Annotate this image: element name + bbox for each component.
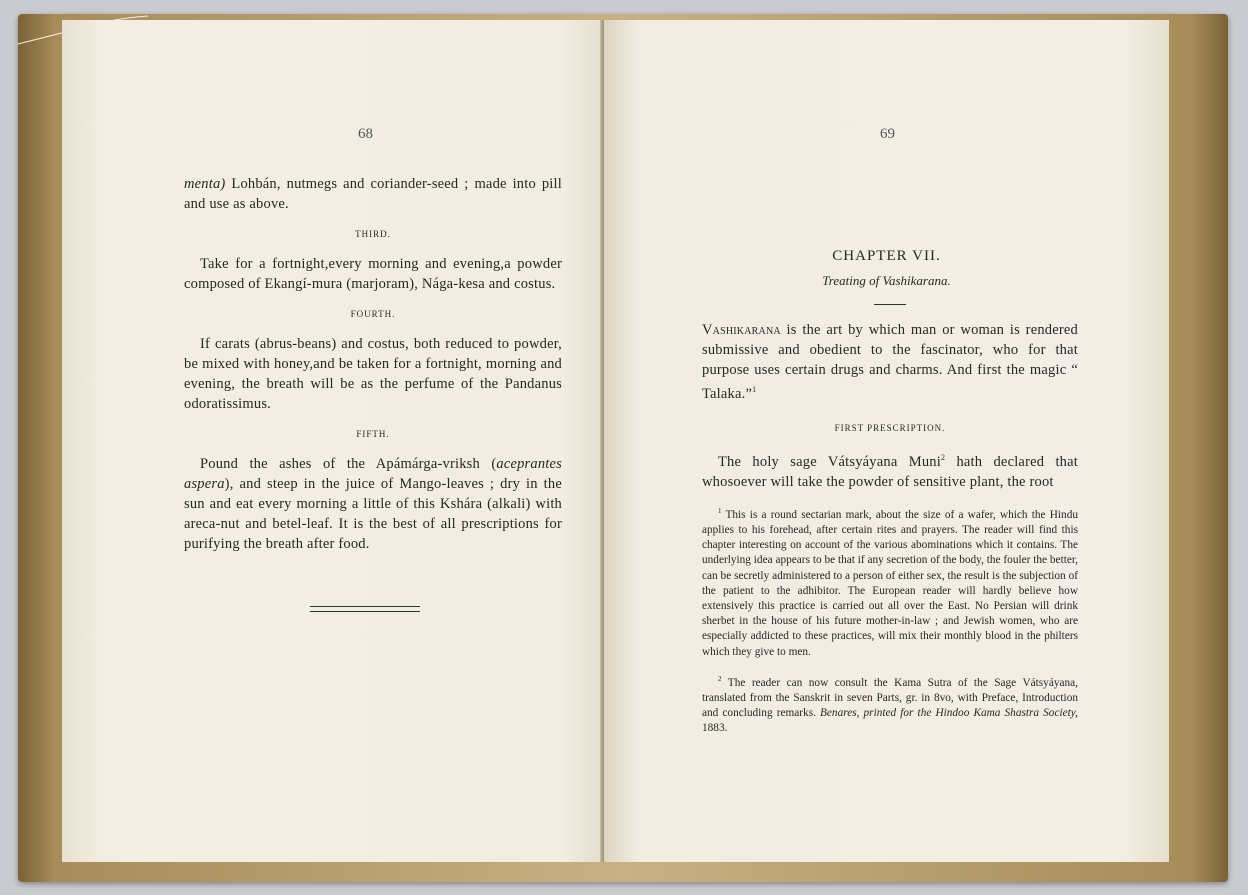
footnote-1: $^1$ This is a round sectarian mark, about the size of a wafer, which the Hindu applies to his forehead, after certain rites and prayers. The reader will find this chapter interesting on account of the various abominations which it contains. The underlying idea appears to be that if any secretion of the body, the fouler the better, can be secretly administered to a person of either sex, the result is the subjection of the patient to the adhibitor. The European reader will hardly believe how extensively this practice is carried out all over the East. No Persian will drink sherbet in the house of his future mother-in-law ; and Jewish women, who are especially addicted to these practices, will mix their monthly blood in the philters which they give to men.: [702, 507, 1078, 658]
left-page: [62, 20, 617, 862]
page-number-left: 68: [358, 126, 373, 142]
page-number-right: 69: [880, 126, 895, 142]
section-text-third: Take for a fortnight,every morning and evening,a powder composed of Ekangí-mura (marjoram), Nága-kesa and costus.: [184, 256, 562, 292]
chapter-title: CHAPTER VII.: [832, 248, 941, 264]
right-page: [604, 20, 1169, 862]
intro-paragraph: Vashikarana is the art by which man or woman is rendered submissive and obedient to the fascinator, who for that purpose uses certain drugs and charms. And first the magic “ Talaka.”$^1$: [702, 322, 1078, 402]
prescription-paragraph: The holy sage Vátsyáyana Muni$^2$ hath declared that whosoever will take the powder of sensitive plant, the root: [702, 452, 1078, 490]
prescription-heading: FIRST PRESCRIPTION.: [834, 422, 946, 433]
section-heading-fourth: FOURTH.: [350, 309, 396, 319]
left-opening-paragraph: menta) Lohbán, nutmegs and coriander-seed ; made into pill and use as above.: [184, 176, 562, 212]
section-heading-third: THIRD.: [355, 229, 391, 239]
section-text-fourth: If carats (abrus-beans) and costus, both reduced to powder, be mixed with honey,and be taken for a fortnight, morning and evening, the breath will be as the perfume of the Pandanus odoratissimus.: [184, 336, 562, 412]
section-heading-fifth: FIFTH.: [356, 429, 390, 439]
chapter-rule: [874, 304, 906, 305]
section-text-fifth: Pound the ashes of the Apámárga-vriksh (aceprantes aspera), and steep in the juice of Mango-leaves ; dry in the sun and eat every morning a little of this Kshára (alkali) with areca-nut and betel-leaf. It is the best of all prescriptions for purifying the breath after food.: [184, 456, 562, 552]
left-page-body: [184, 174, 562, 554]
footnote-2: $^2$ The reader can now consult the Kama Sutra of the Sage Vátsyáyana, translated from the Sanskrit in seven Parts, gr. in 8vo, with Preface, Introduction and concluding remarks. Benares, printed for the Hindoo Kama Shastra Society, 1883.: [702, 674, 1078, 735]
right-page-body: [702, 320, 1078, 492]
chapter-subtitle: Treating of Vashikarana.: [822, 273, 951, 288]
end-ornament-rule: [310, 606, 420, 612]
footnotes: [702, 504, 1078, 748]
